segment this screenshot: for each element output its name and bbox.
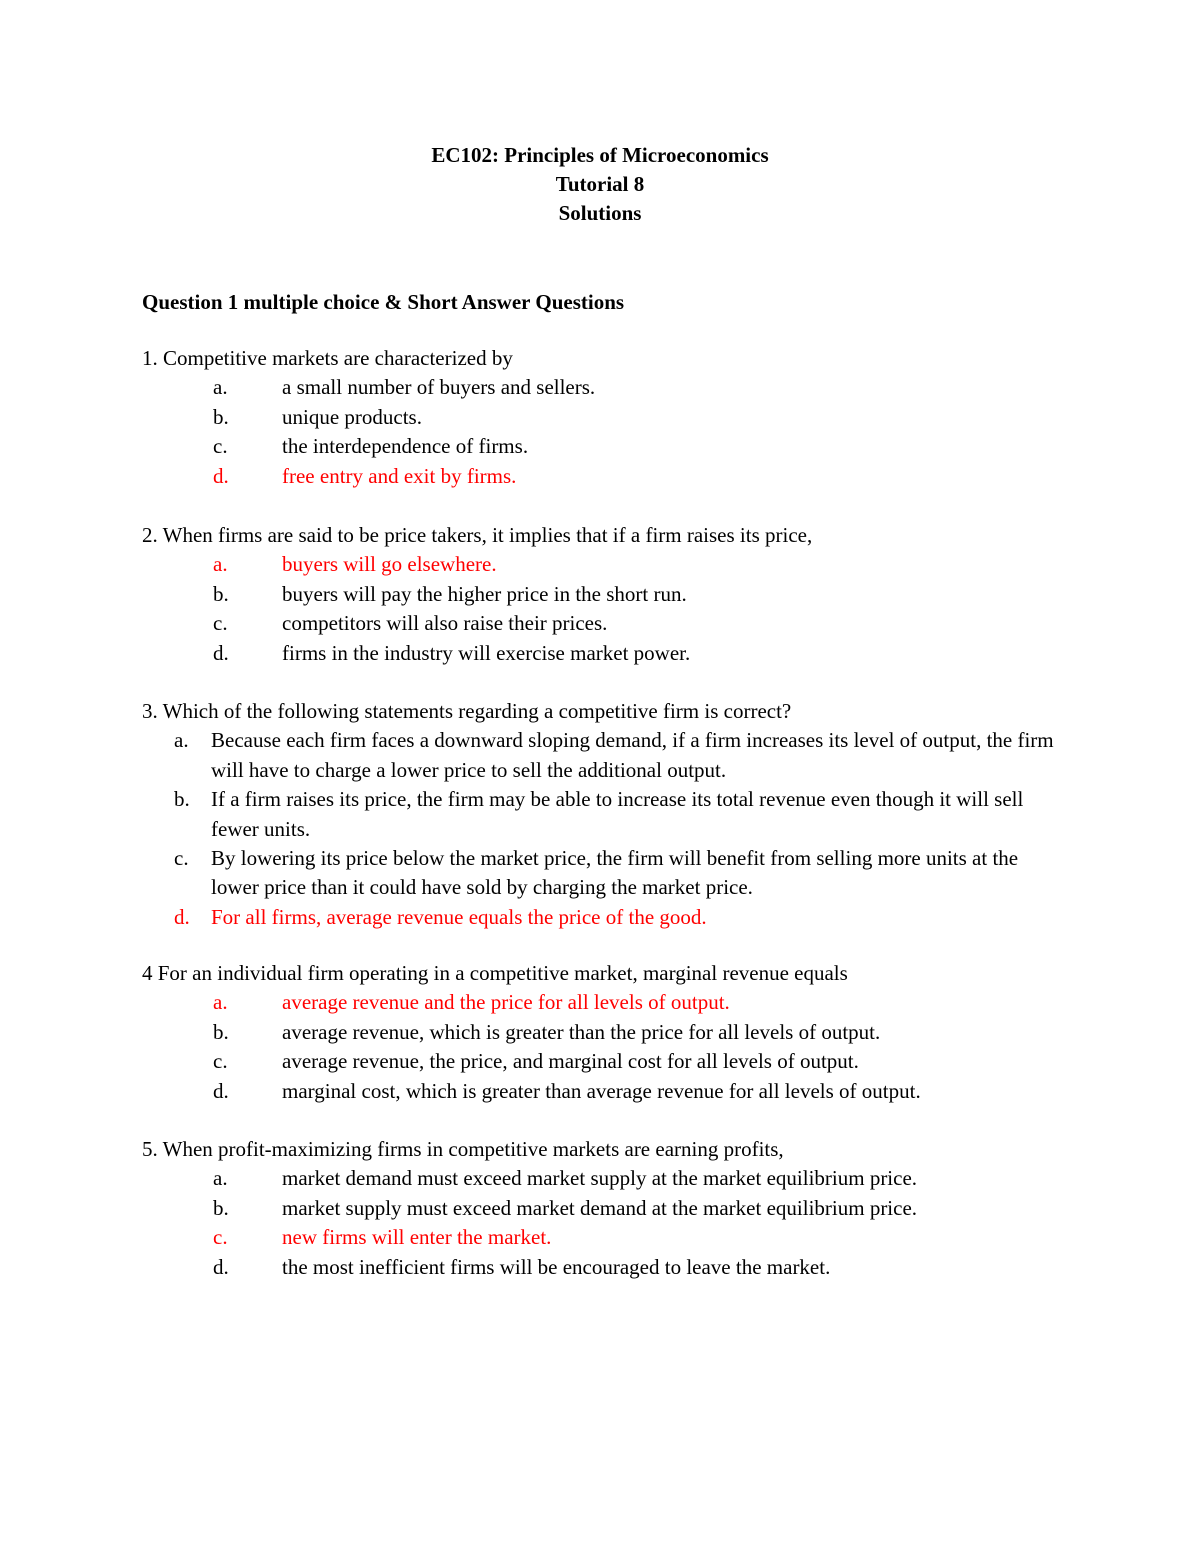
answer-option	[142, 785, 1082, 844]
answer-option	[142, 726, 1082, 785]
option-text: the most inefficient firms will be encouraged to leave the market.	[282, 1254, 831, 1279]
answer-option	[142, 1047, 1082, 1076]
option-text: For all firms, average revenue equals the price of the good.	[211, 904, 707, 929]
document-header	[0, 141, 1200, 228]
option-text: Because each firm faces a downward sloping demand, if a firm increases its level of output, the firm will have to charge a lower price to sell the additional output.	[211, 728, 1054, 782]
option-text: buyers will go elsewhere.	[282, 552, 497, 577]
question-stem: 2. When firms are said to be price takers, it implies that if a firm raises its price,	[142, 523, 813, 547]
answer-option	[142, 1194, 1082, 1223]
option-text: buyers will pay the higher price in the short run.	[282, 581, 687, 606]
question-2	[142, 521, 1082, 668]
answer-option	[142, 844, 1082, 903]
correct-answer-option	[142, 988, 1082, 1017]
question-stem: 4 For an individual firm operating in a competitive market, marginal revenue equals	[142, 961, 848, 985]
answer-option	[142, 1077, 1082, 1106]
option-text: If a firm raises its price, the firm may be able to increase its total revenue even though it will sell fewer units.	[211, 787, 1024, 841]
correct-answer-option	[142, 462, 1082, 491]
course-title: EC102: Principles of Microeconomics	[431, 143, 769, 167]
tutorial-title: Tutorial 8	[555, 172, 645, 196]
question-stem: 5. When profit-maximizing firms in competitive markets are earning profits,	[142, 1137, 784, 1161]
option-text: firms in the industry will exercise market power.	[282, 640, 691, 665]
option-letter: c.	[213, 611, 228, 636]
option-text: new firms will enter the market.	[282, 1225, 552, 1250]
option-text: a small number of buyers and sellers.	[282, 375, 596, 400]
option-letter: b.	[213, 404, 229, 429]
option-letter: a.	[213, 990, 228, 1015]
option-text: competitors will also raise their prices.	[282, 611, 608, 636]
option-text: marginal cost, which is greater than average revenue for all levels of output.	[282, 1078, 921, 1103]
option-text: By lowering its price below the market price, the firm will benefit from selling more units at the lower price than it could have sold by charging the market price.	[211, 846, 1019, 900]
option-letter: d.	[174, 904, 190, 929]
question-5	[142, 1135, 1082, 1282]
answer-option	[142, 403, 1082, 432]
option-letter: c.	[213, 1049, 228, 1074]
question-3	[142, 697, 1082, 932]
answer-option	[142, 1018, 1082, 1047]
question-stem: 1. Competitive markets are characterized by	[142, 346, 513, 370]
option-text: average revenue, which is greater than the price for all levels of output.	[282, 1019, 881, 1044]
correct-answer-option	[142, 550, 1082, 579]
option-letter: c.	[174, 846, 189, 871]
answer-option	[142, 1164, 1082, 1193]
option-letter: c.	[213, 1225, 228, 1250]
question-stem: 3. Which of the following statements regarding a competitive firm is correct?	[142, 699, 792, 723]
option-letter: b.	[213, 1019, 229, 1044]
question-4	[142, 959, 1082, 1106]
option-letter: d.	[213, 1254, 229, 1279]
option-letter: a.	[174, 728, 189, 753]
section-heading: Question 1 multiple choice & Short Answer Questions	[142, 290, 625, 314]
option-text: the interdependence of firms.	[282, 434, 529, 459]
option-letter: b.	[213, 1195, 229, 1220]
option-letter: b.	[174, 787, 190, 812]
option-letter: d.	[213, 463, 229, 488]
option-letter: b.	[213, 581, 229, 606]
option-letter: a.	[213, 552, 228, 577]
option-text: free entry and exit by firms.	[282, 463, 517, 488]
answer-option	[142, 373, 1082, 402]
option-text: average revenue and the price for all levels of output.	[282, 990, 730, 1015]
correct-answer-option	[142, 903, 1082, 932]
option-letter: d.	[213, 1078, 229, 1103]
option-text: market supply must exceed market demand at the market equilibrium price.	[282, 1195, 918, 1220]
option-text: market demand must exceed market supply at the market equilibrium price.	[282, 1166, 918, 1191]
option-letter: a.	[213, 1166, 228, 1191]
question-1	[142, 344, 1082, 491]
answer-option	[142, 639, 1082, 668]
option-letter: a.	[213, 375, 228, 400]
solutions-subtitle: Solutions	[558, 201, 642, 225]
answer-option	[142, 1253, 1082, 1282]
option-text: average revenue, the price, and marginal cost for all levels of output.	[282, 1049, 859, 1074]
answer-option	[142, 609, 1082, 638]
correct-answer-option	[142, 1223, 1082, 1252]
option-letter: d.	[213, 640, 229, 665]
answer-option	[142, 580, 1082, 609]
option-text: unique products.	[282, 404, 422, 429]
option-letter: c.	[213, 434, 228, 459]
answer-option	[142, 432, 1082, 461]
